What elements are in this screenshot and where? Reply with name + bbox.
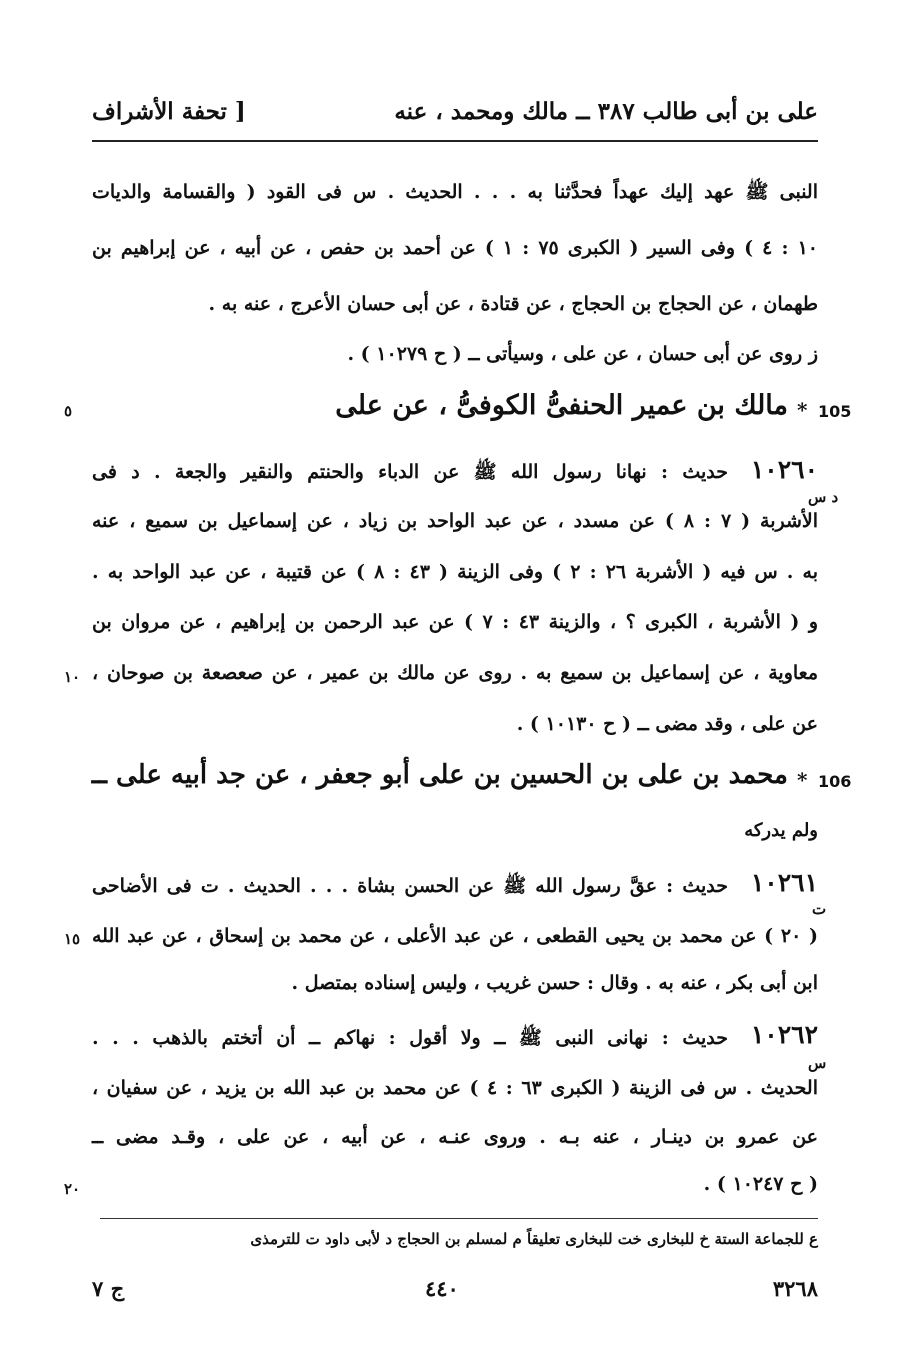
star-marker: *	[797, 768, 808, 792]
margin-line-number: ٥	[64, 402, 73, 420]
section-number: 106	[818, 772, 852, 791]
text-line: به . س فيه ( الأشربة ٢٦ : ٢ ) وفى الزينة ( ٤٣ : ٨ ) عن قتيبة ، عن عبد الواحد به .	[92, 561, 818, 583]
text-line: ابن أبى بكر ، عنه به . وقال : حسن غريب ، وليس إسناده بمتصل .	[291, 972, 818, 994]
hadith-number: ١٠٢٦٢	[750, 1020, 818, 1049]
text-line: حديث : نهانى النبى ﷺ ــ ولا أقول : نهاكم ــ أن أتختم بالذهب . . .	[92, 1027, 728, 1049]
running-header-right: على بن أبى طالب ٣٨٧ ــ مالك ومحمد ، عنه	[394, 98, 818, 125]
text-line: معاوية ، عن إسماعيل بن سميع به . روى عن مالك بن عمير ، عن صعصعة بن صوحان ،	[92, 662, 818, 684]
section-number: 105	[818, 402, 852, 421]
footer-right-number: ٣٢٦٨	[772, 1276, 818, 1301]
margin-sigla: د س	[808, 488, 839, 506]
text-line: حديث : نهانا رسول الله ﷺ عن الدباء والحنتم والنقير والجعة . د فى	[92, 461, 728, 483]
volume-number: ج ٧	[92, 1276, 125, 1301]
text-line: ( ٢٠ ) عن محمد بن يحيى القطعى ، عن عبد الأعلى ، عن محمد بن إسحاق ، عن عبد الله	[92, 925, 818, 947]
text-line: عن على ، وقد مضى ــ ( ح ١٠١٣٠ ) .	[516, 713, 818, 735]
text-line: النبى ﷺ عهد إليك عهداً فحدَّثنا به . . . الحديث . س فى القود ( والقسامة والديات	[92, 181, 818, 203]
text-line: ز روى عن أبى حسان ، عن على ، وسيأتى ــ ( ح ١٠٢٧٩ ) .	[347, 343, 818, 365]
star-marker: *	[797, 398, 808, 422]
section-heading: مالك بن عمير الحنفىُّ الكوفىُّ ، عن على	[335, 390, 788, 421]
hadith-number: ١٠٢٦٠	[750, 455, 818, 484]
header-divider	[92, 140, 818, 142]
text-line: الحديث . س فى الزينة ( الكبرى ٦٣ : ٤ ) عن محمد بن عبد الله بن يزيد ، عن سفيان ،	[92, 1077, 818, 1099]
margin-sigla: س	[808, 1054, 827, 1072]
section-heading: محمد بن على بن الحسين بن على أبو جعفر ، عن جد أبيه على ــ	[91, 760, 788, 790]
margin-line-number: ١٥	[64, 930, 81, 948]
footnote-divider	[100, 1218, 818, 1219]
margin-line-number: ١٠	[64, 668, 81, 686]
margin-sigla: ت	[812, 900, 827, 918]
text-line: حديث : عقَّ رسول الله ﷺ عن الحسن بشاة . . . الحديث . ت فى الأضاحى	[92, 875, 728, 897]
text-line: الأشربة ( ٧ : ٨ ) عن مسدد ، عن عبد الواحد بن زياد ، عن إسماعيل بن سميع ، عنه	[92, 510, 819, 532]
margin-line-number: ٢٠	[64, 1180, 81, 1198]
text-line: و ( الأشربة ، الكبرى ؟ ، والزينة ٤٣ : ٧ ) عن عبد الرحمن بن إبراهيم ، عن مروان بن	[92, 611, 818, 633]
text-line: طهمان ، عن الحجاج بن الحجاج ، عن قتادة ، عن أبى حسان الأعرج ، عنه به .	[208, 293, 818, 315]
hadith-number: ١٠٢٦١	[750, 868, 818, 897]
abbreviation-key: ع للجماعة الستة خ للبخارى خت للبخارى تعليقاً م لمسلم بن الحجاج د لأبى داود ت للترمذى	[250, 1230, 818, 1248]
running-header-left: [ تحفة الأشراف	[92, 98, 246, 125]
page-number: ٤٤٠	[425, 1276, 459, 1301]
text-line: عن عمرو بن دينـار ، عنه بـه . وروى عنـه ، عن أبيه ، عن على ، وقـد مضى ــ	[92, 1126, 818, 1148]
text-line: ( ح ١٠٢٤٧ ) .	[703, 1173, 818, 1195]
section-subheading: ولم يدركه	[744, 820, 818, 841]
text-line: ١٠ : ٤ ) وفى السير ( الكبرى ٧٥ : ١ ) عن أحمد بن حفص ، عن أبيه ، عن إبراهيم بن	[92, 237, 818, 259]
